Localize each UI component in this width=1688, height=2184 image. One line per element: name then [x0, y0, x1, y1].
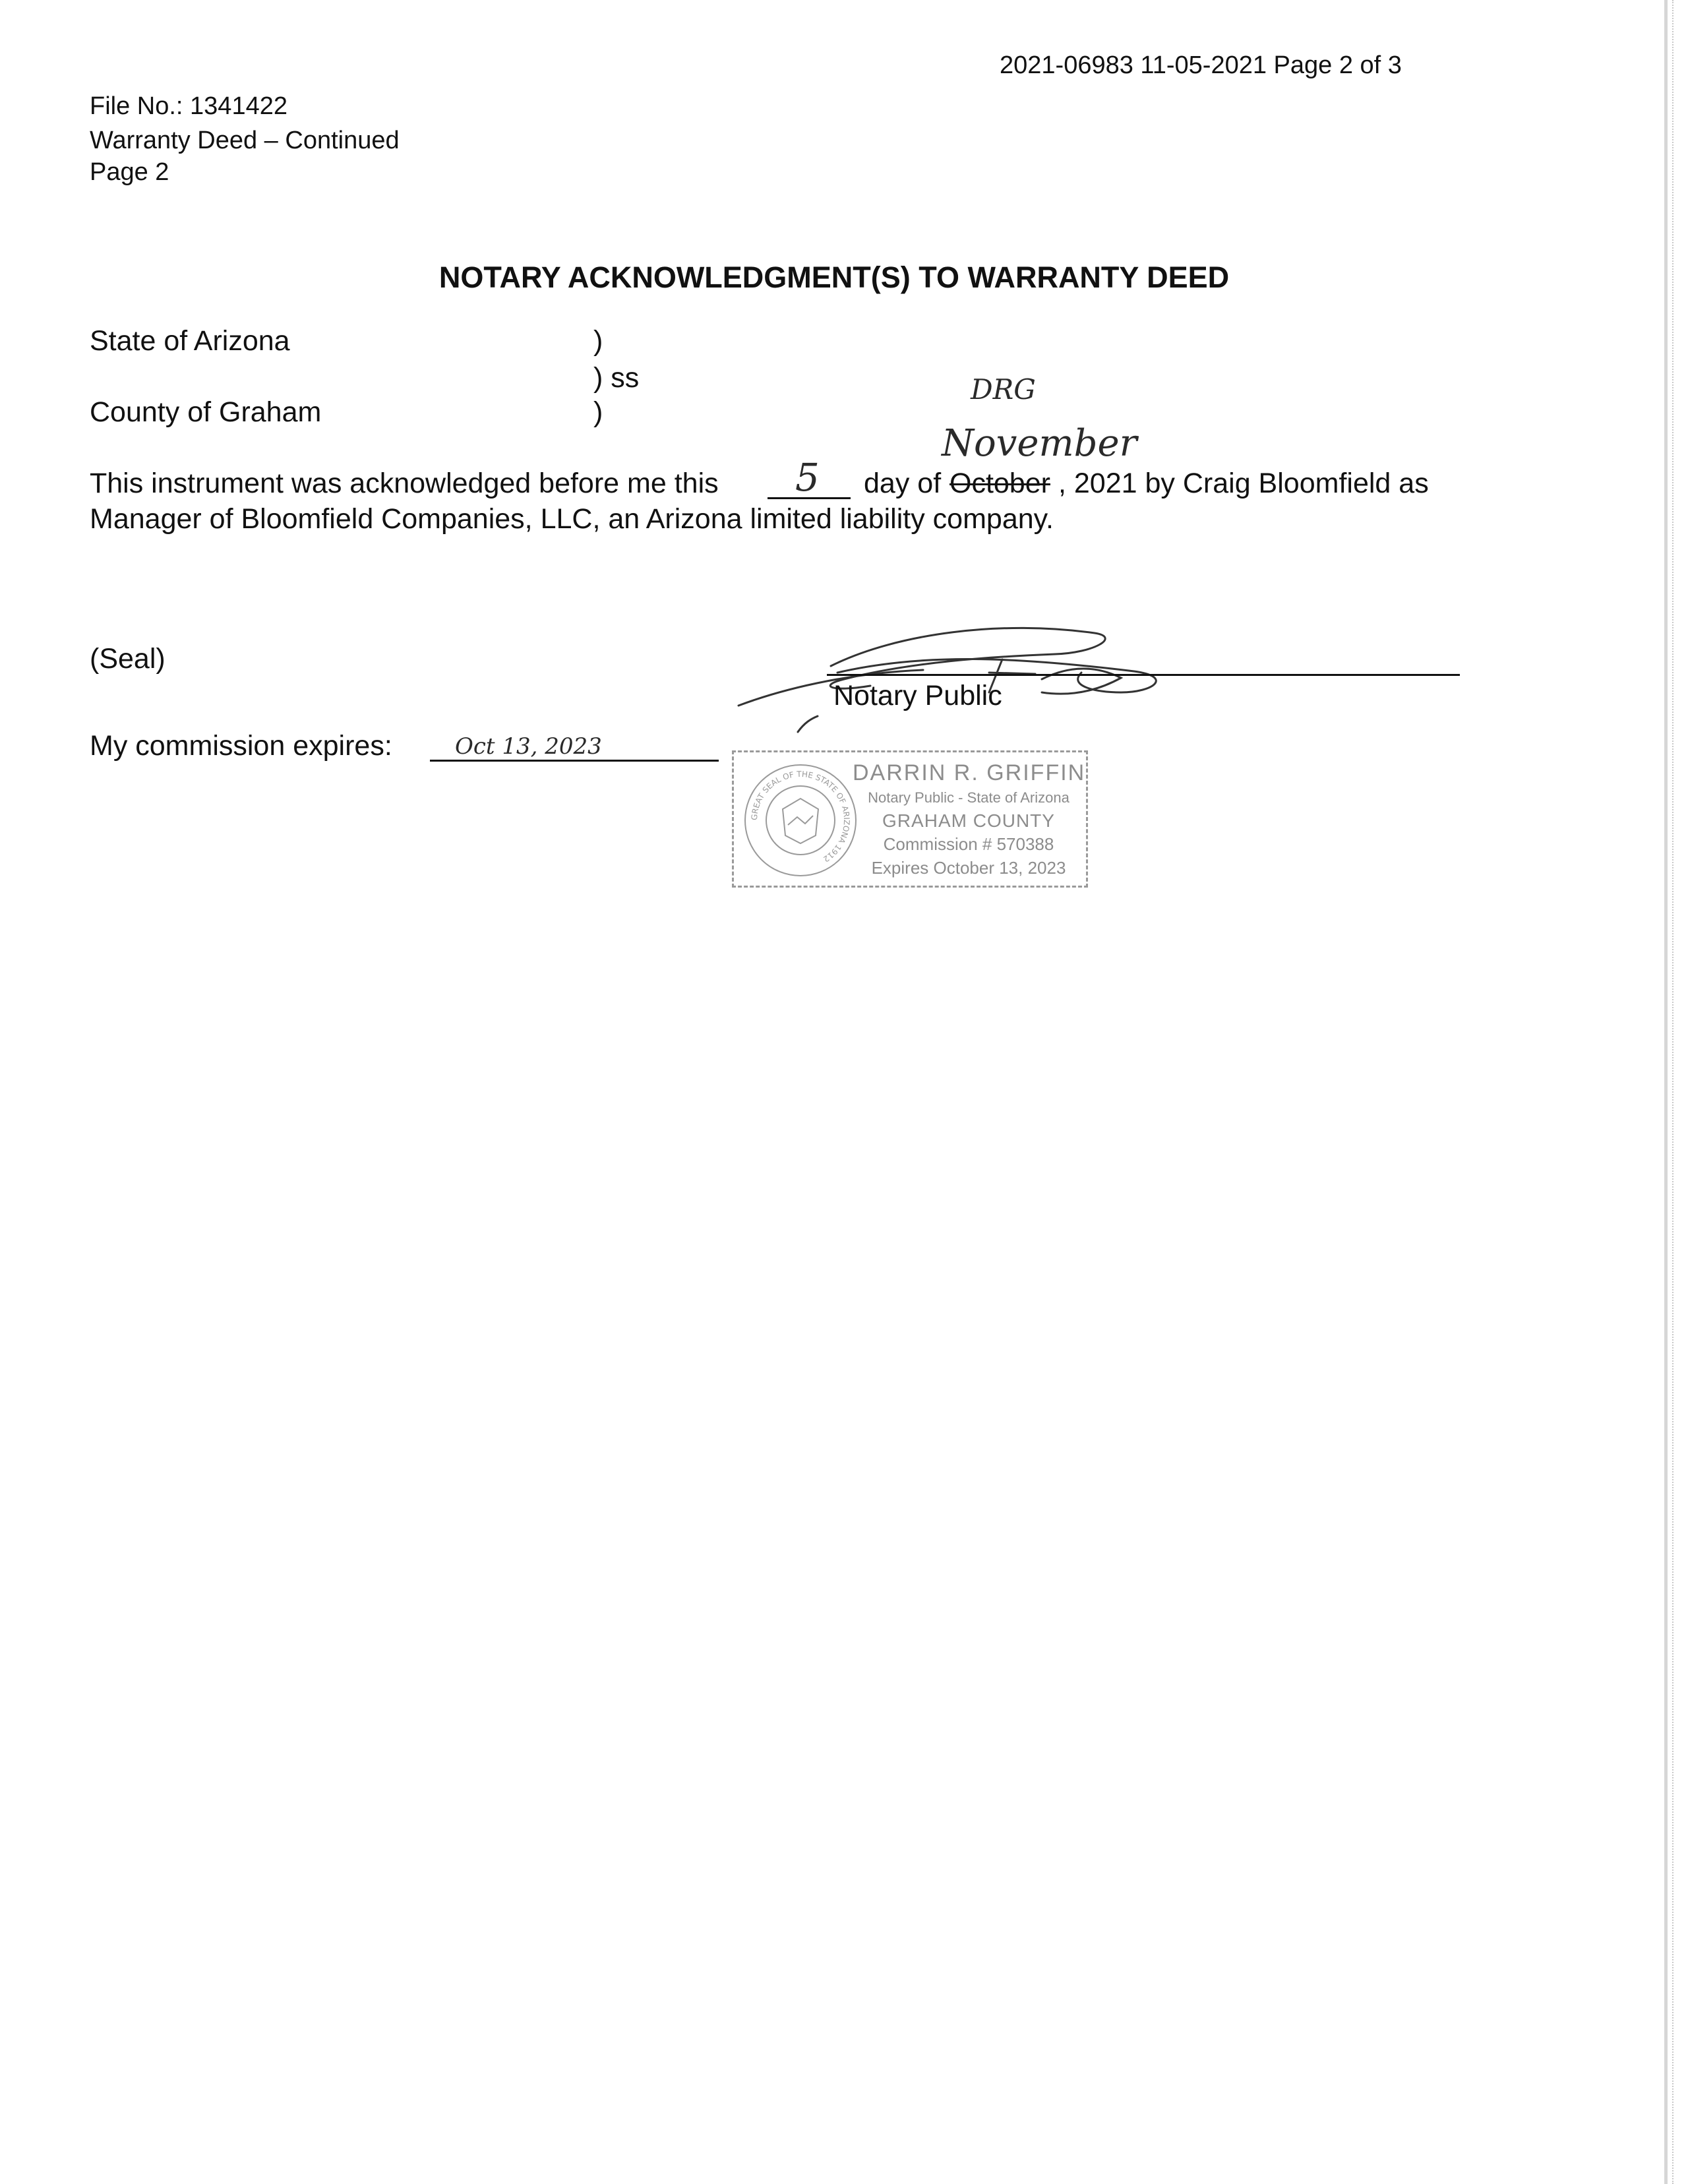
venue-paren-1: ): [593, 325, 603, 357]
commission-date-line: [430, 760, 719, 762]
scan-edge-shadow: [1664, 0, 1668, 2184]
page-title: NOTARY ACKNOWLEDGMENT(S) TO WARRANTY DEED: [438, 260, 1230, 294]
signature-line: [827, 674, 1460, 676]
notary-stamp: [732, 750, 1088, 888]
signature-label: Notary Public: [833, 680, 1002, 712]
file-number: File No.: 1341422: [90, 92, 287, 120]
document-title: Warranty Deed – Continued: [90, 127, 400, 154]
seal-label: (Seal): [90, 643, 166, 675]
venue-ss: ) ss: [593, 362, 640, 394]
handwritten-initials: DRG: [971, 373, 1036, 406]
venue-state: State of Arizona: [90, 325, 290, 357]
handwritten-month: November: [942, 422, 1137, 465]
acknowledgment-text-2: day of: [864, 468, 942, 499]
svg-text:GREAT SEAL OF THE STATE OF ARI: GREAT SEAL OF THE STATE OF ARIZONA 1912: [749, 769, 852, 864]
handwritten-day: 5: [795, 455, 820, 500]
acknowledgment-text-3: , 2021 by Craig Bloomfield as: [1058, 468, 1429, 499]
scan-edge-dots: [1672, 0, 1675, 2184]
stamp-county: GRAHAM COUNTY: [882, 810, 1055, 831]
struck-month: October: [950, 468, 1050, 499]
stamp-title: Notary Public - State of Arizona: [868, 789, 1070, 806]
notary-signature: [725, 593, 1187, 745]
acknowledgment-text-line-2: Manager of Bloomfield Companies, LLC, an Arizona limited liability company.: [90, 503, 1054, 535]
venue-paren-3: ): [593, 396, 603, 428]
page-number: Page 2: [90, 158, 169, 186]
acknowledgment-text-1: This instrument was acknowledged before me this: [90, 468, 719, 499]
stamp-commission: Commission # 570388: [883, 834, 1054, 854]
recording-reference: 2021-06983 11-05-2021 Page 2 of 3: [1000, 51, 1402, 79]
venue-county: County of Graham: [90, 396, 322, 428]
stamp-expiration: Expires October 13, 2023: [871, 858, 1066, 878]
handwritten-commission-date: Oct 13, 2023: [455, 733, 602, 760]
stamp-name: DARRIN R. GRIFFIN: [853, 760, 1086, 785]
commission-label: My commission expires:: [90, 730, 392, 762]
